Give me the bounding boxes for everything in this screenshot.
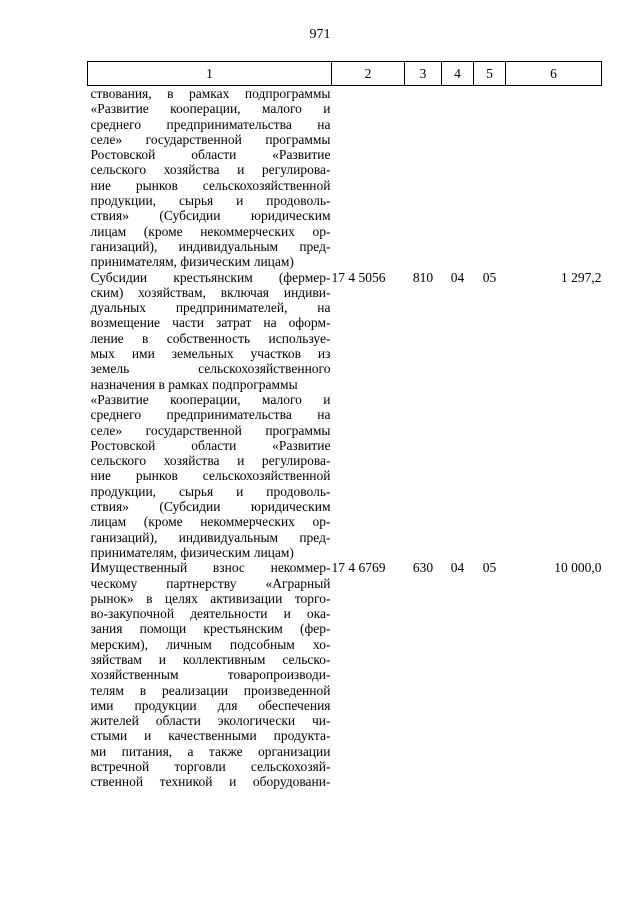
description-line: зания помощи крестьянским (фер- [90, 621, 331, 637]
description-line: ствия» (Субсидии юридическим [90, 208, 331, 224]
section-code [442, 86, 474, 270]
table-row [88, 560, 602, 789]
column-header: 5 [474, 62, 506, 86]
description-line: принимателям, физическим лицам) [90, 544, 294, 560]
page-number: 971 [309, 27, 331, 42]
description-line: принимателям, физическим лицам) [90, 254, 294, 270]
section-code: 04 [450, 560, 465, 576]
description-line: Имущественный взнос некоммер- [90, 560, 331, 576]
description-line: хозяйственным товаропроизводи- [90, 667, 331, 683]
description-line: ским) хозяйствам, включая индиви- [90, 284, 331, 300]
amount [506, 86, 602, 270]
column-header: 1 [88, 62, 332, 86]
description-line: селе» государственной программы [90, 422, 331, 438]
description-line: Ростовской области «Развитие [90, 437, 331, 453]
description-line: ми питания, а также организации [90, 743, 331, 759]
description-line: лицам (кроме некоммерческих ор- [90, 223, 331, 239]
description-line: сельского хозяйства и регулирова- [90, 162, 331, 178]
target-article-code: 17 4 6769 [331, 560, 386, 576]
description-cell [88, 560, 332, 789]
description-cell [88, 270, 332, 561]
description-line: зяйствам и коллективным сельско- [90, 651, 331, 667]
description-line: ственной техникой и оборудовани- [90, 774, 331, 790]
description-line: ганизаций), индивидуальным пред- [90, 238, 331, 254]
description-cell [88, 86, 332, 270]
description-line: мерским), личным подсобным хо- [90, 636, 331, 652]
description-line: земель сельскохозяйственного [90, 361, 331, 377]
description-line: селе» государственной программы [90, 131, 331, 147]
expense-type-code: 630 [412, 560, 434, 576]
table-row [88, 86, 602, 270]
expense-type-code: 810 [412, 269, 434, 285]
description-line: сельского хозяйства и регулирова- [90, 453, 331, 469]
expense-type-code [405, 86, 442, 270]
column-header: 2 [332, 62, 405, 86]
description-line: среднего предпринимательства на [90, 116, 331, 132]
description-line: встречной торговли сельскохозяй- [90, 759, 331, 775]
description-line: дуальных предпринимателей, на [90, 300, 331, 316]
description-line: ческому партнерству «Аграрный [90, 575, 331, 591]
header-row [88, 62, 602, 86]
description-line: ствования, в рамках подпрограммы [90, 86, 331, 101]
column-header: 6 [506, 62, 602, 86]
description-line: «Развитие кооперации, малого и [90, 101, 331, 117]
description-line: рынок» в целях активизации торго- [90, 590, 331, 606]
description-line: во-закупочной деятельности и ока- [90, 606, 331, 622]
description-line: возмещение части затрат на оформ- [90, 315, 331, 331]
column-header: 3 [405, 62, 442, 86]
description-line: продукции, сырья и продоволь- [90, 193, 331, 209]
subsection-code: 05 [482, 269, 497, 285]
description-line: Ростовской области «Развитие [90, 147, 331, 163]
target-article-code [332, 86, 405, 270]
description-line: «Развитие кооперации, малого и [90, 391, 331, 407]
amount: 10 000,0 [554, 560, 602, 576]
description-line: назначения в рамках подпрограммы [90, 376, 298, 392]
description-line: продукции, сырья и продоволь- [90, 483, 331, 499]
description-line: лицам (кроме некоммерческих ор- [90, 514, 331, 530]
description-line: телям в реализации произведенной [90, 682, 331, 698]
description-line: ствия» (Субсидии юридическим [90, 499, 331, 515]
description-line: ление в собственность используе- [90, 330, 331, 346]
description-line: Субсидии крестьянским (фермер- [90, 269, 331, 285]
subsection-code: 05 [482, 560, 497, 576]
description-line: ние рынков сельскохозяйственной [90, 177, 331, 193]
amount: 1 297,2 [561, 269, 602, 285]
description-line: мых ими земельных участков из [90, 346, 331, 362]
target-article-code: 17 4 5056 [331, 269, 386, 285]
description-line: стыми и качественными продукта- [90, 728, 331, 744]
description-line: жителей области экологически чи- [90, 713, 331, 729]
column-header: 4 [442, 62, 474, 86]
subsection-code [474, 86, 506, 270]
table-row [88, 270, 602, 561]
description-line: ганизаций), индивидуальным пред- [90, 529, 331, 545]
description-line: ние рынков сельскохозяйственной [90, 468, 331, 484]
section-code: 04 [450, 269, 465, 285]
description-line: среднего предпринимательства на [90, 407, 331, 423]
description-line: ими продукции для обеспечения [90, 697, 331, 713]
budget-table [87, 61, 602, 790]
